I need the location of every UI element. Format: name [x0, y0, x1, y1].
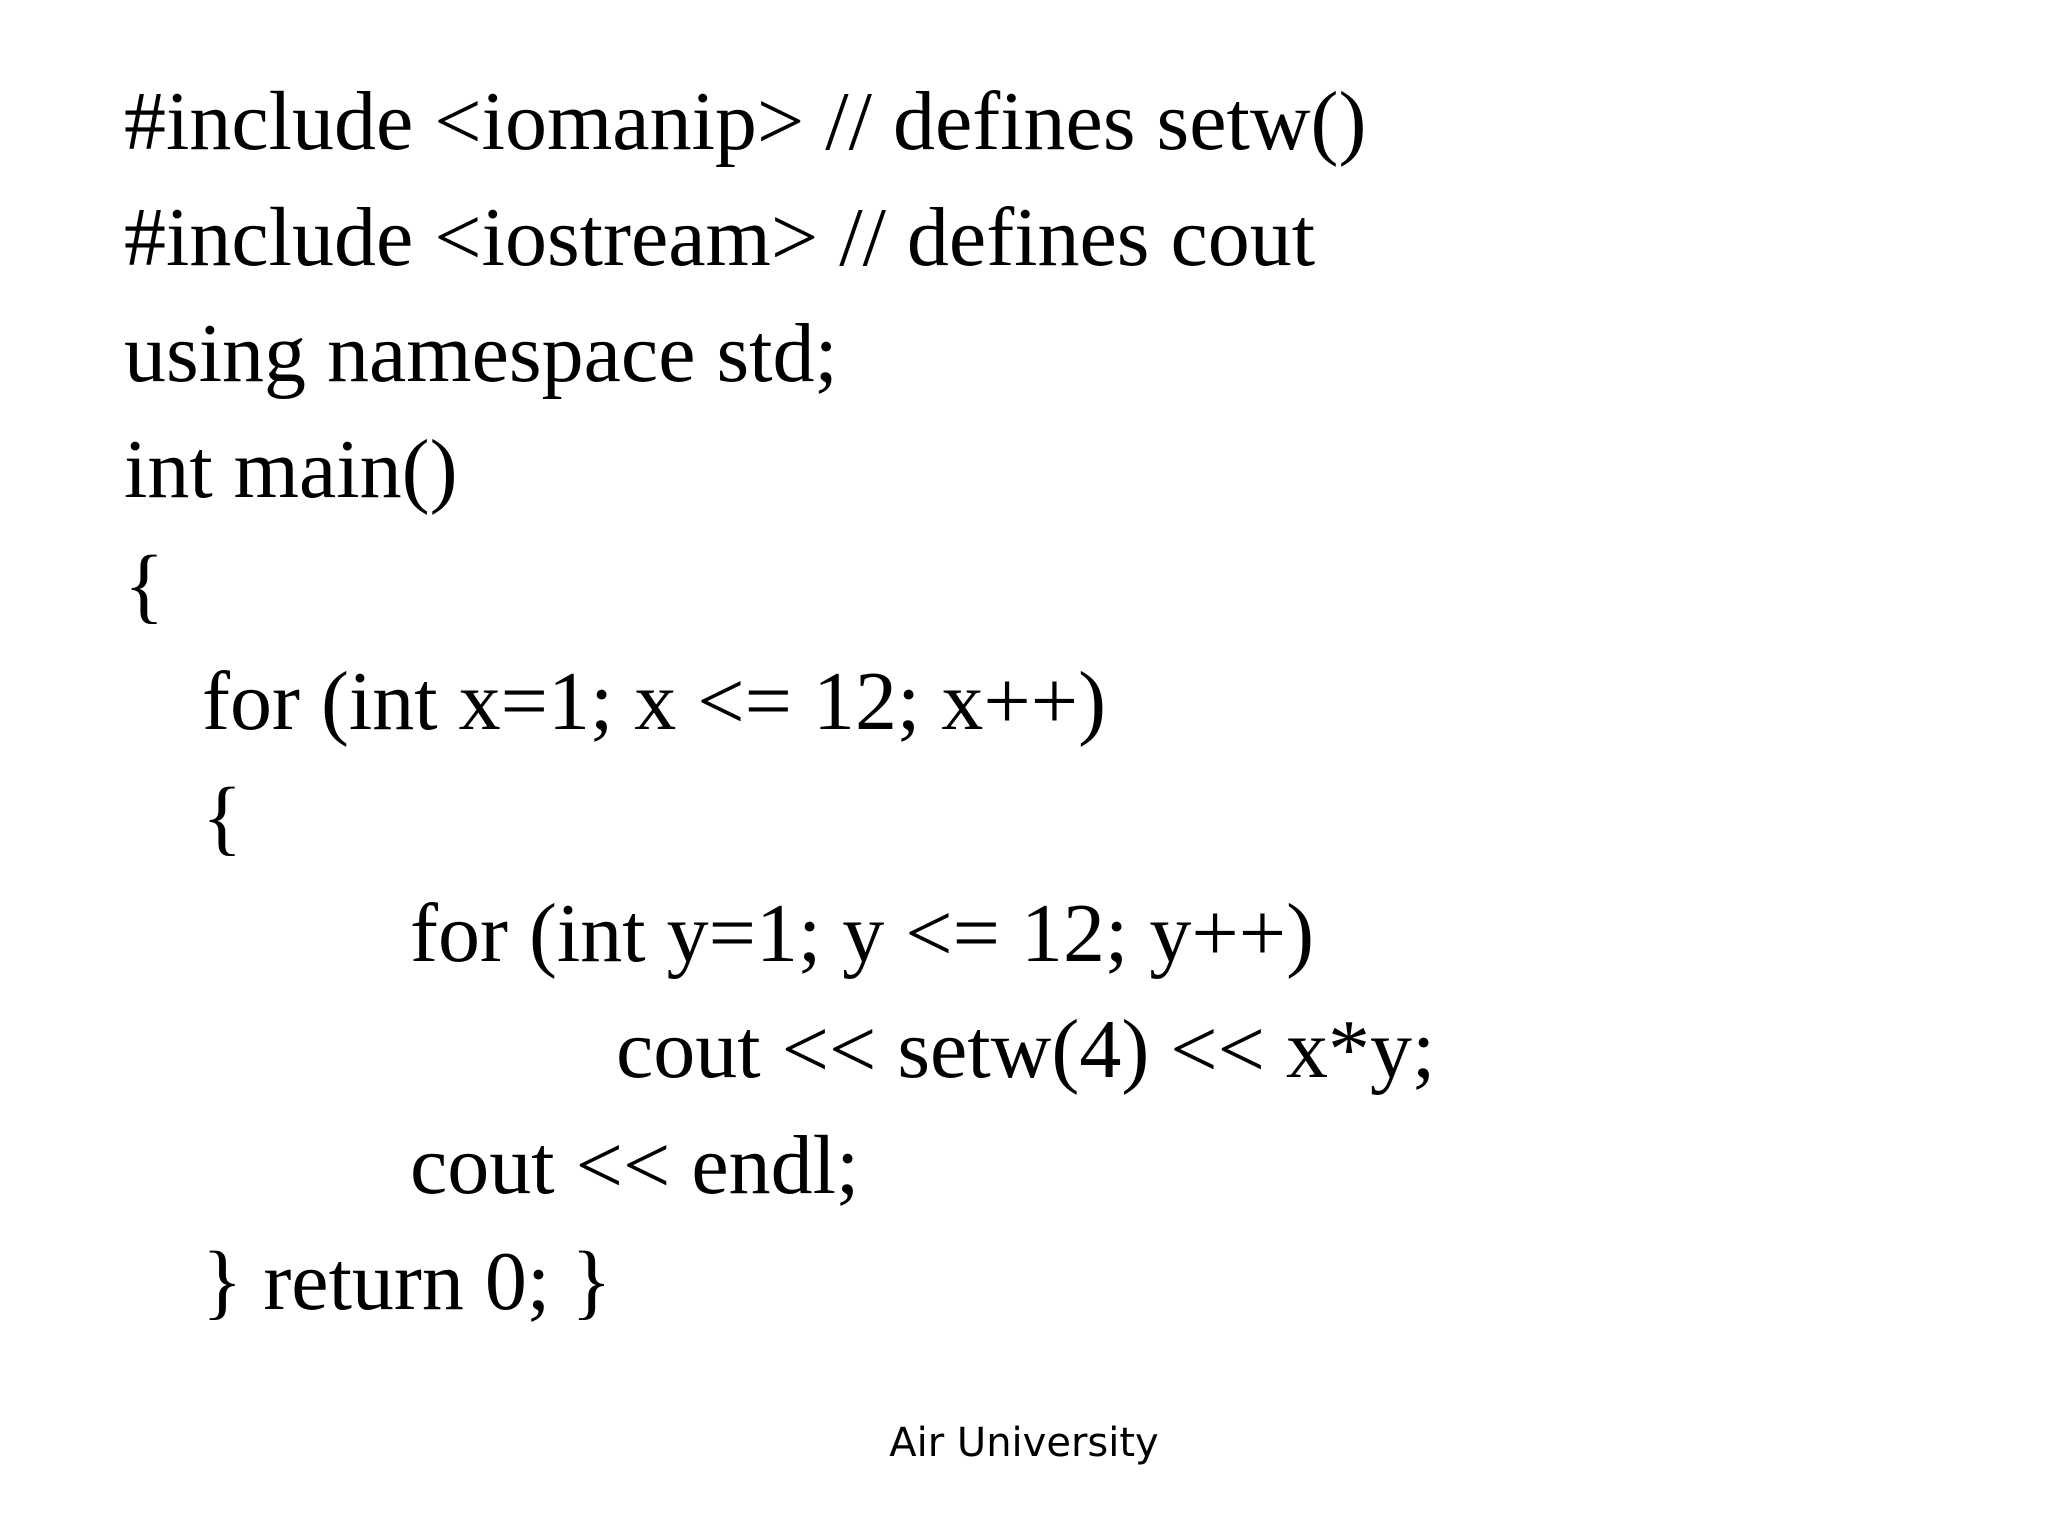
- code-line-cout-setw: cout << setw(4) << x*y;: [616, 1003, 1436, 1096]
- code-line-include-iomanip: #include <iomanip> // defines setw(): [124, 75, 1367, 168]
- code-line-outer-open-brace: {: [202, 771, 243, 864]
- code-line-outer-for: for (int x=1; x <= 12; x++): [202, 655, 1107, 748]
- code-line-main-signature: int main(): [124, 423, 458, 516]
- code-line-inner-for: for (int y=1; y <= 12; y++): [410, 887, 1315, 980]
- code-line-open-brace: {: [124, 539, 165, 632]
- code-line-return-close: } return 0; }: [202, 1235, 612, 1328]
- code-line-include-iostream: #include <iostream> // defines cout: [124, 191, 1316, 284]
- footer-text: Air University: [889, 1420, 1159, 1466]
- code-line-using-namespace: using namespace std;: [124, 307, 838, 400]
- code-line-cout-endl: cout << endl;: [410, 1119, 860, 1212]
